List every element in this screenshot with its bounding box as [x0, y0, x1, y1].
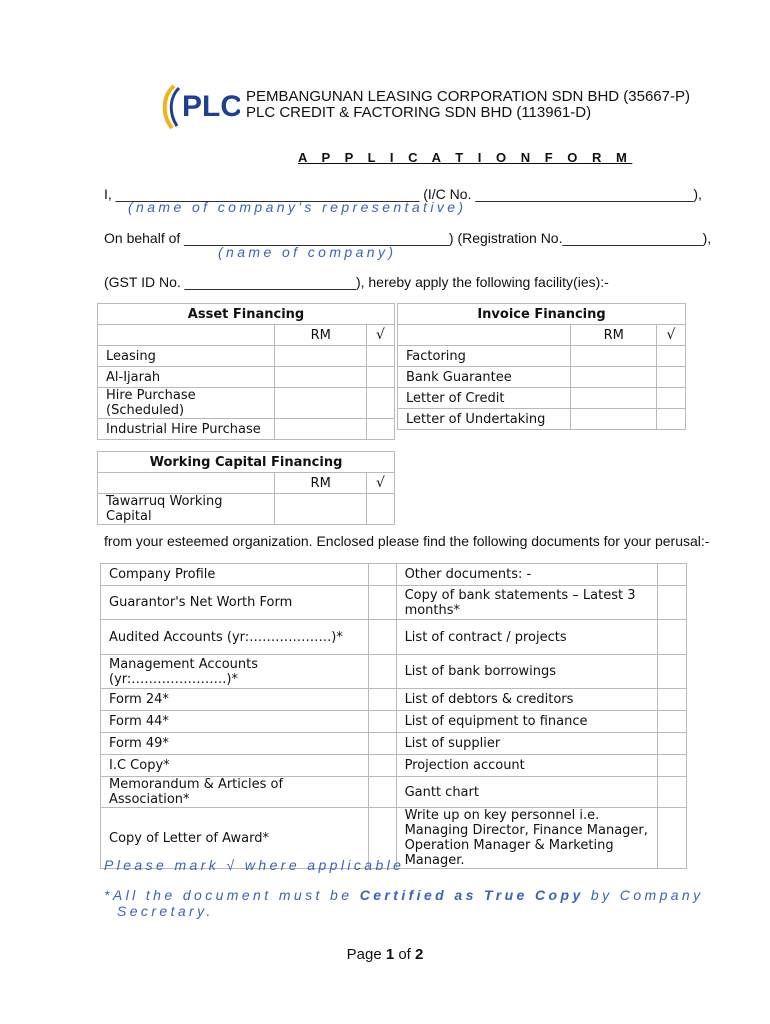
check-box[interactable]	[658, 808, 687, 869]
document-label: Other documents: -	[396, 564, 657, 586]
rm-amount-field[interactable]	[571, 346, 657, 367]
representative-line[interactable]: I, _______________________________________ (I/C No. ____________________________),	[104, 186, 702, 202]
invoice-financing-heading: Invoice Financing	[398, 304, 686, 325]
page-number: 1	[385, 946, 395, 963]
document-label: List of equipment to finance	[396, 711, 657, 733]
rm-amount-field[interactable]	[275, 346, 367, 367]
document-label: List of contract / projects	[396, 620, 657, 655]
check-box[interactable]	[658, 777, 687, 808]
check-box[interactable]	[657, 409, 686, 430]
company-name-2: PLC CREDIT & FACTORING SDN BHD (113961-D)	[246, 104, 592, 121]
check-box[interactable]	[657, 367, 686, 388]
check-box[interactable]	[368, 711, 396, 733]
page-indicator	[0, 946, 770, 963]
check-box[interactable]	[658, 564, 687, 586]
rm-header: RM	[275, 473, 367, 494]
certified-bold: Certified as True Copy	[359, 887, 584, 903]
document-label: List of debtors & creditors	[396, 689, 657, 711]
blank-cell	[98, 473, 275, 494]
facility-label: Factoring	[398, 346, 571, 367]
check-box[interactable]	[368, 689, 396, 711]
document-label: Audited Accounts (yr:……………….)*	[101, 620, 369, 655]
document-label: Form 44*	[101, 711, 369, 733]
facility-label: Leasing	[98, 346, 275, 367]
plc-logo	[160, 82, 240, 130]
document-label: Copy of bank statements – Latest 3 months*	[396, 586, 657, 620]
facility-label: Bank Guarantee	[398, 367, 571, 388]
check-box[interactable]	[657, 388, 686, 409]
check-box[interactable]	[657, 346, 686, 367]
invoice-financing-table	[397, 303, 686, 430]
document-label: List of supplier	[396, 733, 657, 755]
mark-note: Please mark √ where applicable	[104, 857, 405, 873]
check-box[interactable]	[367, 388, 395, 419]
check-box[interactable]	[368, 564, 396, 586]
certified-note	[104, 887, 704, 903]
documents-table	[100, 563, 687, 869]
representative-hint: (name of company's representative)	[128, 199, 467, 215]
facility-label: Letter of Undertaking	[398, 409, 571, 430]
document-label: Guarantor's Net Worth Form	[101, 586, 369, 620]
check-box[interactable]	[658, 586, 687, 620]
facility-label: Tawarruq Working Capital	[98, 494, 275, 525]
check-box[interactable]	[368, 733, 396, 755]
facility-label: Hire Purchase (Scheduled)	[98, 388, 275, 419]
check-box[interactable]	[368, 777, 396, 808]
company-hint: (name of company)	[218, 244, 397, 260]
document-label: List of bank borrowings	[396, 655, 657, 689]
working-capital-heading: Working Capital Financing	[98, 452, 395, 473]
check-header: √	[657, 325, 686, 346]
facility-label: Al-Ijarah	[98, 367, 275, 388]
check-box[interactable]	[658, 733, 687, 755]
check-box[interactable]	[658, 655, 687, 689]
asset-financing-heading: Asset Financing	[98, 304, 395, 325]
document-label: Form 49*	[101, 733, 369, 755]
page-prefix: Page	[346, 946, 386, 963]
documents-intro: from your esteemed organization. Enclosed please find the following documents for your perusal:-	[104, 533, 710, 549]
company-line[interactable]: On behalf of __________________________________) (Registration No.__________________),	[104, 230, 712, 246]
document-label: Write up on key personnel i.e. Managing Director, Finance Manager, Operation Manager & Marketing Manager.	[396, 808, 657, 869]
document-label: I.C Copy*	[101, 755, 369, 777]
check-box[interactable]	[368, 620, 396, 655]
document-label: Form 24*	[101, 689, 369, 711]
check-box[interactable]	[658, 711, 687, 733]
document-label: Company Profile	[101, 564, 369, 586]
document-label: Projection account	[396, 755, 657, 777]
company-name-1: PEMBANGUNAN LEASING CORPORATION SDN BHD (35667-P)	[246, 88, 690, 105]
check-box[interactable]	[368, 755, 396, 777]
form-title: A P P L I C A T I O N F O R M	[298, 150, 633, 165]
rm-header: RM	[275, 325, 367, 346]
check-box[interactable]	[367, 346, 395, 367]
blank-cell	[398, 325, 571, 346]
check-box[interactable]	[658, 620, 687, 655]
check-box[interactable]	[366, 494, 394, 525]
working-capital-table	[97, 451, 395, 525]
check-box[interactable]	[658, 755, 687, 777]
rm-header: RM	[571, 325, 657, 346]
page-total: 2	[415, 946, 424, 963]
certified-note-line2: Secretary.	[117, 903, 214, 919]
rm-amount-field[interactable]	[571, 388, 657, 409]
facility-label: Industrial Hire Purchase	[98, 419, 275, 440]
check-header: √	[366, 473, 394, 494]
check-box[interactable]	[368, 655, 396, 689]
rm-amount-field[interactable]	[275, 419, 367, 440]
rm-amount-field[interactable]	[275, 388, 367, 419]
document-label: Copy of Letter of Award*	[101, 808, 369, 869]
certified-suffix: by Company	[583, 887, 704, 903]
check-header: √	[367, 325, 395, 346]
rm-amount-field[interactable]	[275, 494, 367, 525]
document-label: Gantt chart	[396, 777, 657, 808]
facility-label: Letter of Credit	[398, 388, 571, 409]
gst-line[interactable]: (GST ID No. ______________________), hereby apply the following facility(ies):-	[104, 274, 609, 290]
logo-text: PLC	[182, 90, 240, 123]
rm-amount-field[interactable]	[571, 367, 657, 388]
document-label: Memorandum & Articles of Association*	[101, 777, 369, 808]
blank-cell	[98, 325, 275, 346]
asset-financing-table	[97, 303, 395, 440]
rm-amount-field[interactable]	[571, 409, 657, 430]
check-box[interactable]	[368, 586, 396, 620]
document-label: Management Accounts (yr:………………….)*	[101, 655, 369, 689]
page-mid: of	[394, 946, 416, 963]
check-box[interactable]	[367, 419, 395, 440]
check-box[interactable]	[367, 367, 395, 388]
certified-prefix: *All the document must be	[104, 887, 360, 903]
check-box[interactable]	[658, 689, 687, 711]
rm-amount-field[interactable]	[275, 367, 367, 388]
